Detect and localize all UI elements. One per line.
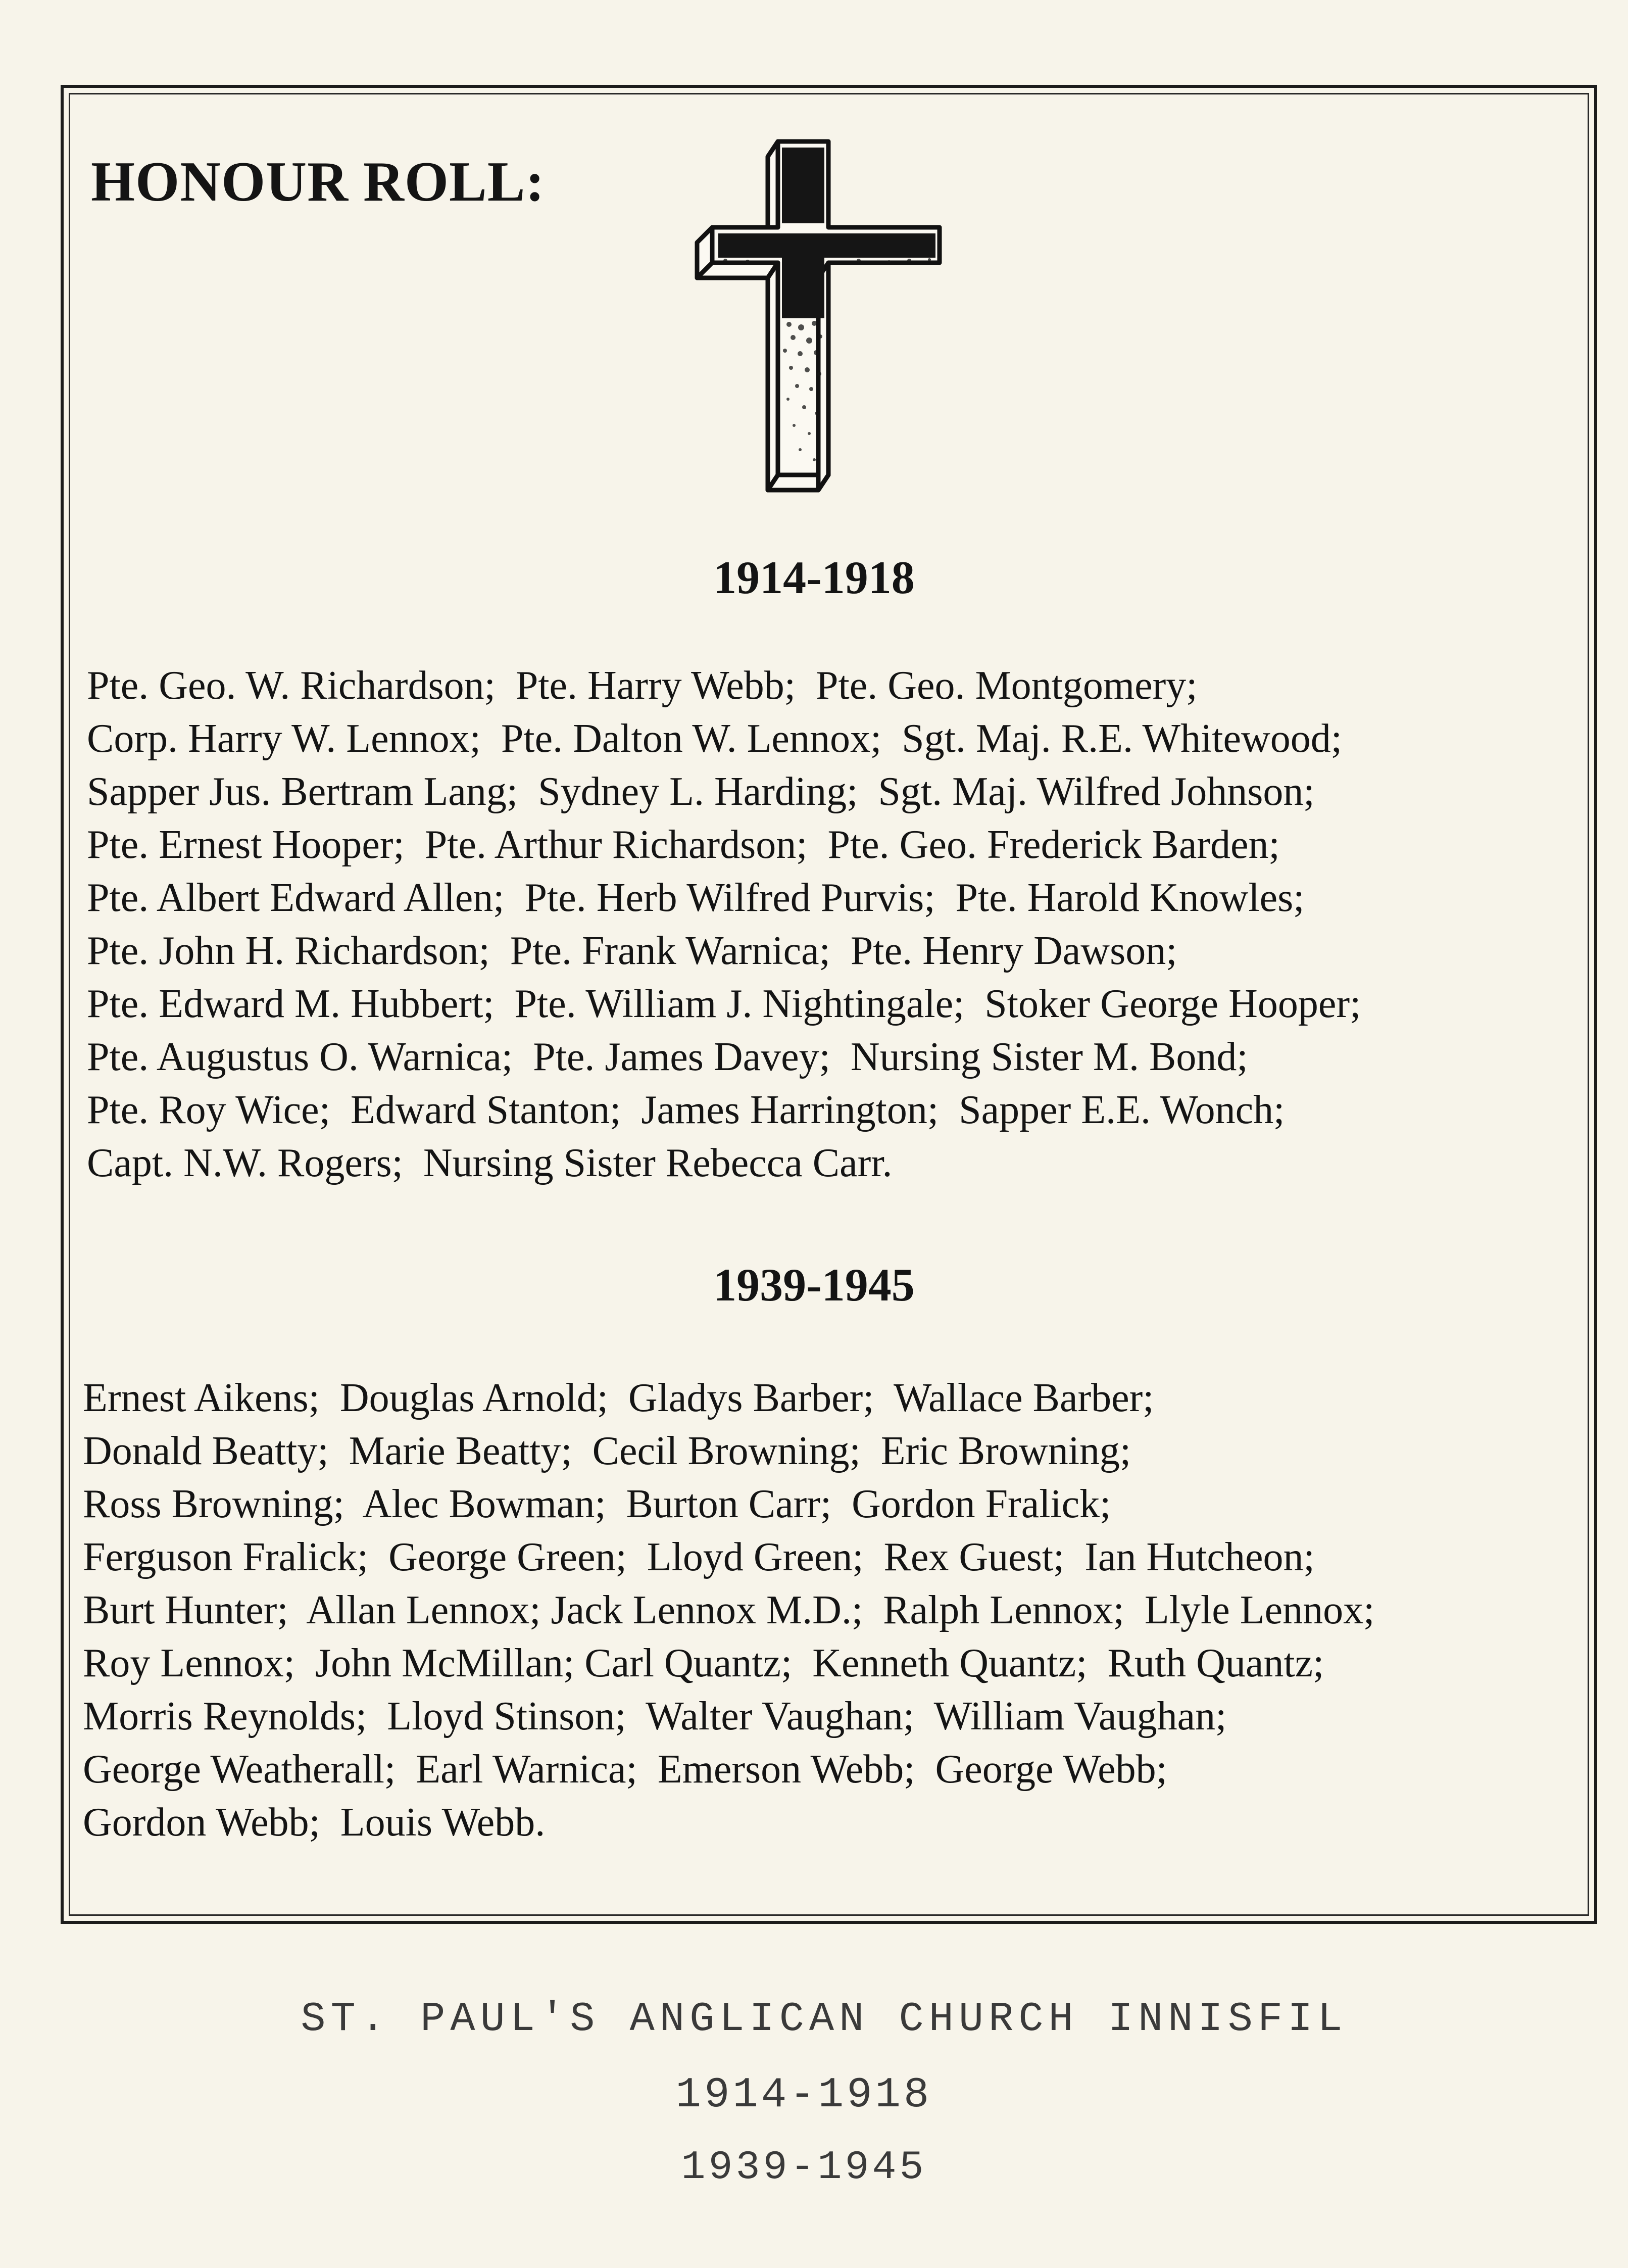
list-item: Ferguson Fralick; George Green; Lloyd Green; Rex Guest; Ian Hutcheon;	[83, 1535, 1315, 1579]
list-item: Pte. Ernest Hooper; Pte. Arthur Richardson; Pte. Geo. Frederick Barden;	[87, 823, 1280, 867]
list-item: Roy Lennox; John McMillan; Carl Quantz; Kenneth Quantz; Ruth Quantz;	[83, 1641, 1324, 1685]
list-item: Pte. Edward M. Hubbert; Pte. William J. Nightingale; Stoker George Hooper;	[87, 982, 1361, 1026]
list-item: Ernest Aikens; Douglas Arnold; Gladys Barber; Wallace Barber;	[83, 1376, 1154, 1420]
list-item: Pte. Geo. W. Richardson; Pte. Harry Webb; Pte. Geo. Montgomery;	[87, 663, 1198, 708]
list-item: Burt Hunter; Allan Lennox; Jack Lennox M.D.; Ralph Lennox; Llyle Lennox;	[83, 1588, 1375, 1632]
honour-list-1939-1945	[83, 1372, 1578, 1849]
stamp-years-second-war: 1939-1945	[681, 2145, 927, 2191]
section-heading-1914-1918: 1914-1918	[713, 552, 915, 603]
list-item: Morris Reynolds; Lloyd Stinson; Walter Vaughan; William Vaughan;	[83, 1694, 1227, 1739]
stamp-years-first-war: 1914-1918	[675, 2071, 932, 2119]
page-title: HONOUR ROLL:	[91, 151, 545, 213]
list-item: George Weatherall; Earl Warnica; Emerson Webb; George Webb;	[83, 1747, 1167, 1792]
list-item: Pte. Roy Wice; Edward Stanton; James Harrington; Sapper E.E. Wonch;	[87, 1088, 1285, 1132]
section-heading-1939-1945: 1939-1945	[713, 1259, 915, 1311]
list-item: Pte. Albert Edward Allen; Pte. Herb Wilfred Purvis; Pte. Harold Knowles;	[87, 876, 1305, 920]
list-item: Corp. Harry W. Lennox; Pte. Dalton W. Lennox; Sgt. Maj. R.E. Whitewood;	[87, 716, 1342, 761]
list-item: Donald Beatty; Marie Beatty; Cecil Browning; Eric Browning;	[83, 1429, 1131, 1473]
cross-icon	[677, 136, 960, 530]
honour-list-1914-1918	[87, 659, 1582, 1190]
list-item: Capt. N.W. Rogers; Nursing Sister Rebecca Carr.	[87, 1141, 893, 1185]
list-item: Pte. Augustus O. Warnica; Pte. James Davey; Nursing Sister M. Bond;	[87, 1035, 1248, 1079]
list-item: Ross Browning; Alec Bowman; Burton Carr; Gordon Fralick;	[83, 1482, 1111, 1526]
list-item: Sapper Jus. Bertram Lang; Sydney L. Harding; Sgt. Maj. Wilfred Johnson;	[87, 769, 1315, 814]
list-item: Gordon Webb; Louis Webb.	[83, 1800, 546, 1845]
list-item: Pte. John H. Richardson; Pte. Frank Warnica; Pte. Henry Dawson;	[87, 929, 1177, 973]
church-stamp: ST. PAUL'S ANGLICAN CHURCH INNISFIL	[301, 1996, 1348, 2043]
